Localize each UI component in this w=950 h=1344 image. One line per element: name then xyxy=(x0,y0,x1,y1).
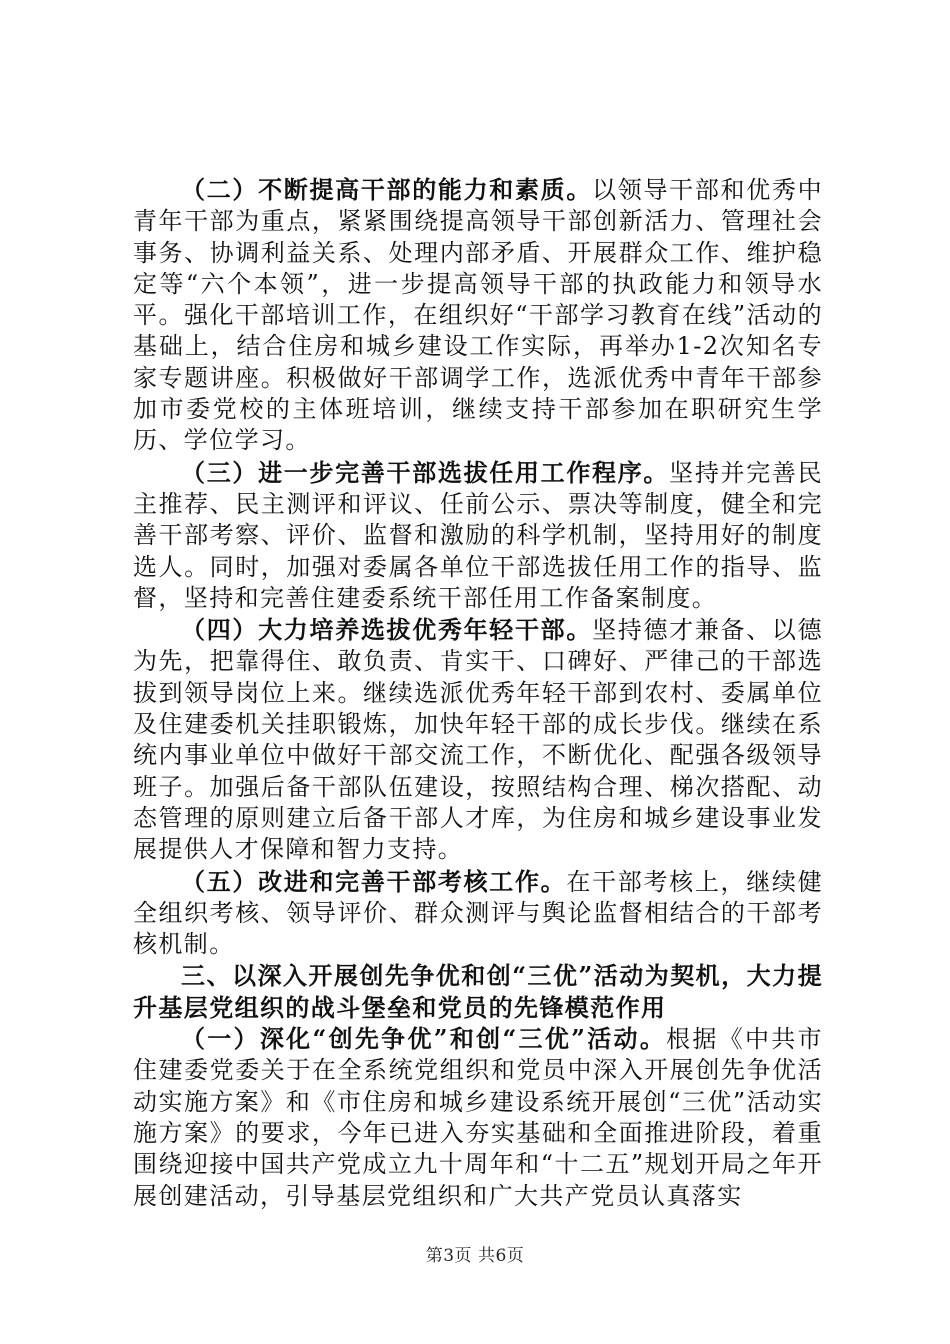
paragraph-text: 以领导干部和优秀中青年干部为重点，紧紧围绕提高领导干部创新活力、管理社会事务、协调利益关系、处理内部矛盾、开展群众工作、维护稳定等“六个本领”，进一步提高领导干部的执政能力和领导水平。强化干部培训工作，在组织好“干部学习教育在线”活动的基础上，结合住房和城乡建设工作实际，再举办1-2次知名专家专题讲座。积极做好干部调学工作，选派优秀中青年干部参加市委党校的主体班培训，继续支持干部参加在职研究生学历、学位学习。 xyxy=(133,176,823,455)
paragraph-lead: （五）改进和完善干部考核工作。 xyxy=(181,866,567,896)
paragraph-lead: （三）进一步完善干部选拔任用工作程序。 xyxy=(181,457,670,487)
page-number-footer: 第3页 共6页 xyxy=(425,1246,525,1266)
paragraph-lead: （四）大力培养选拔优秀年轻干部。 xyxy=(181,615,593,645)
paragraph-lead: （一）深化“创先争优”和创“三优”活动。 xyxy=(181,1024,667,1054)
paragraph-deepen-activities xyxy=(133,1023,823,1212)
paragraph-cadre-ability xyxy=(133,174,823,457)
paragraph-text: 坚持德才兼备、以德为先，把靠得住、敢负责、肯实干、口碑好、严律己的干部选拔到领导岗位上来。继续选派优秀年轻干部到农村、委属单位及住建委机关挂职锻炼，加快年轻干部的成长步伐。继续在系统内事业单位中做好干部交流工作，不断优化、配强各级领导班子。加强后备干部队伍建设，按照结构合理、梯次搭配、动态管理的原则建立后备干部人才库，为住房和城乡建设事业发展提供人才保障和智力支持。 xyxy=(133,616,823,864)
paragraph-selection-procedure xyxy=(133,457,823,614)
section-heading: 三、以深入开展创先争优和创“三优”活动为契机，大力提升基层党组织的战斗堡垒和党员的先锋模范作用 xyxy=(133,961,823,1022)
paragraph-lead: （二）不断提高干部的能力和素质。 xyxy=(181,175,593,204)
paragraph-text: 在干部考核上，继续健全组织考核、领导评价、群众测评与舆论监督相结合的干部考核机制。 xyxy=(133,867,823,959)
paragraph-young-cadres xyxy=(133,614,823,865)
paragraph-cadre-assessment xyxy=(133,866,823,961)
paragraph-text: 根据《中共市住建委党委关于在全系统党组织和党员中深入开展创先争优活动实施方案》和《市住房和城乡建设系统开展创“三优”活动实施方案》的要求，今年已进入夯实基础和全面推进阶段，着重围绕迎接中国共产党成立九十周年和“十二五”规划开局之年开展创建活动，引导基层党组织和广大共产党员认真落实 xyxy=(133,1025,823,1210)
paragraph-text: 坚持并完善民主推荐、民主测评和评议、任前公示、票决等制度，健全和完善干部考察、评价、监督和激励的科学机制，坚持用好的制度选人。同时，加强对委属各单位干部选拔任用工作的指导、监督，坚持和完善住建委系统干部任用工作备案制度。 xyxy=(133,458,823,612)
document-body xyxy=(133,174,823,1212)
